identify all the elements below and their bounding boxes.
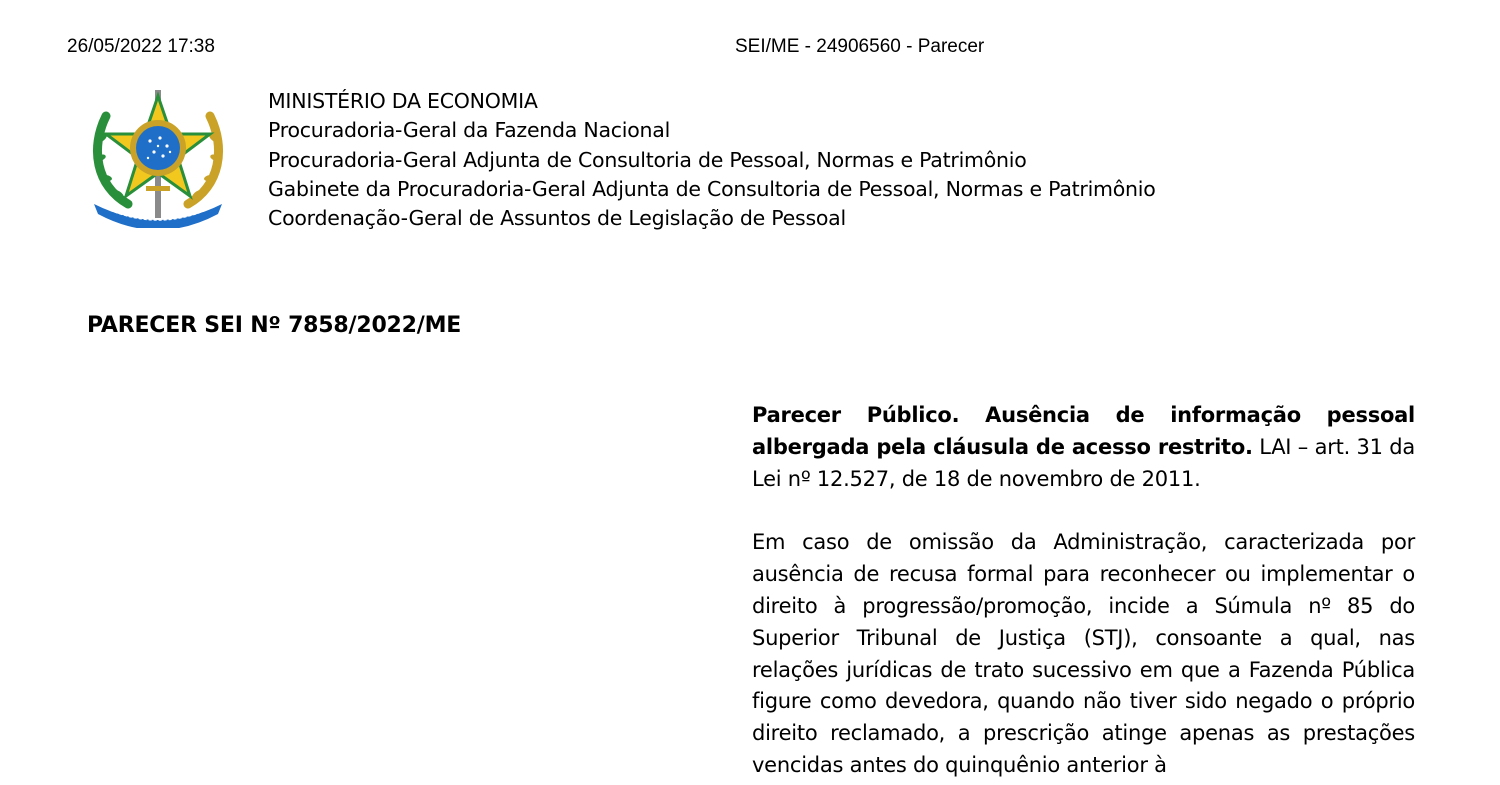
parecer-title: PARECER SEI Nº 7858/2022/ME (87, 313, 462, 338)
org-line-pgfn: Procuradoria-Geral da Fazenda Nacional (268, 118, 671, 143)
ementa-bold-lead: Parecer Público. Ausência de informação pessoal albergada pela cláusula de acesso restrito. (752, 403, 1415, 459)
issuing-organization (268, 87, 1156, 233)
print-header (0, 36, 1500, 60)
org-line-adjunct: Procuradoria-Geral Adjunta de Consultoria de Pessoal, Normas e Patrimônio (268, 147, 1027, 172)
print-datetime: 26/05/2022 17:38 (67, 36, 215, 57)
brazil-coat-of-arms-icon (88, 86, 228, 228)
ementa-legal-reference: LAI – art. 31 da Lei nº 12.527, de 18 de novembro de 2011. (752, 434, 1415, 491)
org-line-cabinet: Gabinete da Procuradoria-Geral Adjunta de Consultoria de Pessoal, Normas e Patrimônio (268, 176, 1156, 201)
org-line-ministry: MINISTÉRIO DA ECONOMIA (268, 89, 538, 113)
ementa-block (752, 400, 1415, 782)
org-line-coordination: Coordenação-Geral de Assuntos de Legislação de Pessoal (268, 206, 846, 231)
ementa-paragraph-1 (752, 400, 1415, 495)
document-reference: SEI/ME - 24906560 - Parecer (735, 36, 985, 57)
ementa-paragraph-2: Em caso de omissão da Administração, caracterizada por ausência de recusa formal para reconhecer ou implementar o direito à progressão/promoção, incide a Súmula nº 85 do Superior Tribunal de Justiça (STJ), consoante a qual, nas relações jurídicas de trato sucessivo em que a Fazenda Pública figure como devedora, quando não tiver sido negado o próprio direito reclamado, a prescrição atinge apenas as prestações vencidas antes do quinquênio anterior à (752, 530, 1415, 777)
